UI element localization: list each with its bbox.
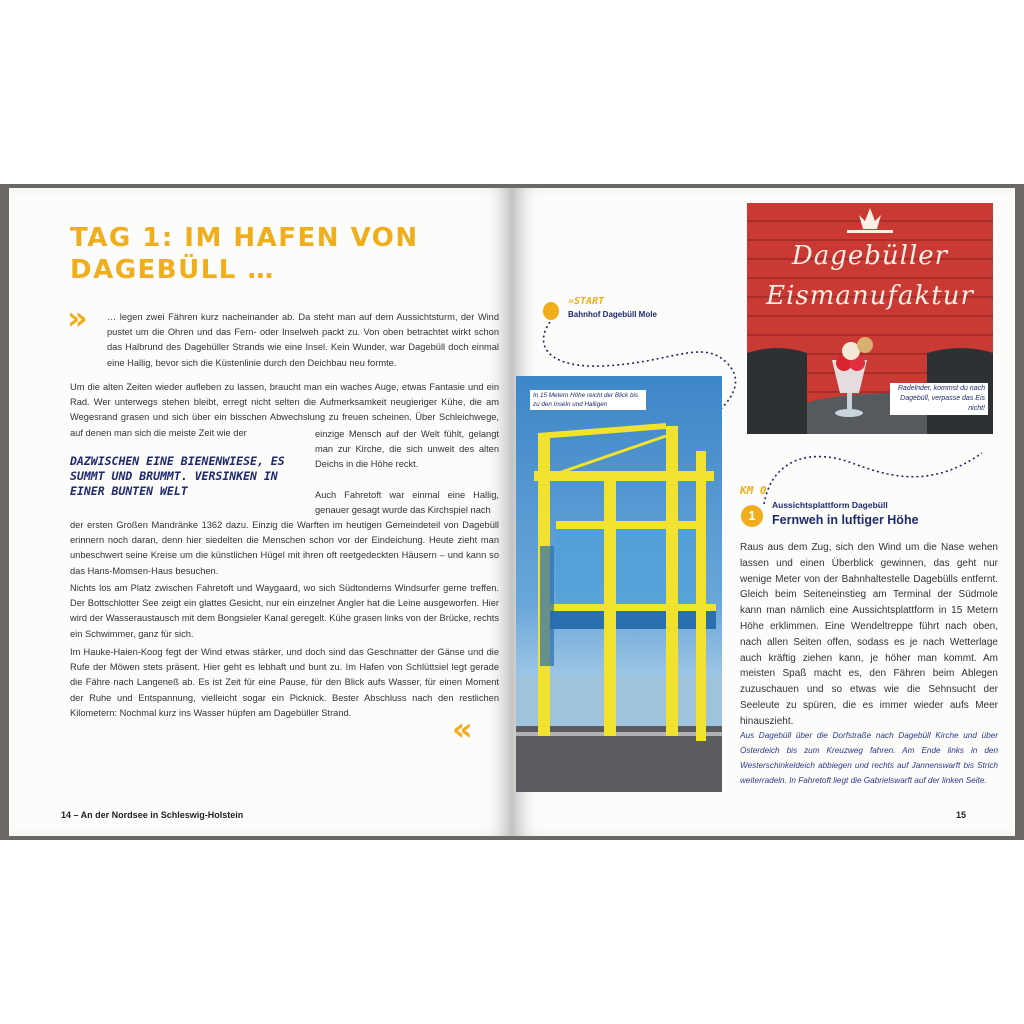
- photo-ice-cream-parlor: [747, 203, 993, 434]
- paragraph-3: Auch Fahretoft war einmal eine Hallig, genauer gesagt wurde das Kirchspiel nach: [315, 490, 499, 516]
- stop-name: Aussichtsplattform Dagebüll: [772, 500, 888, 510]
- start-place: Bahnhof Dagebüll Mole: [568, 310, 657, 319]
- quote-close-icon: «: [452, 710, 473, 748]
- paragraph-3-cont: der ersten Großen Mandränke 1362 dazu. Einzig die Warften im heutigen Gemeindeteil von Dagebüll erinnern noch daran, denn hier siedelten die Menschen schon vor der Eindeichung. Heute zieht man unbeschwert seine Kreise um die künstlichen Hügel mit ihren oft reetgedeckten Häusern – und kann so das Hans-Momsen-Haus besuchen.: [70, 520, 499, 576]
- start-label: »START: [568, 296, 605, 307]
- sign-text-line2: Eismanufaktur: [766, 281, 974, 311]
- paragraph-2: Um die alten Zeiten wieder aufleben zu lassen, braucht man ein waches Auge, etwas Fantasie und ein Rad. Wer unterwegs stehen bleibt, erregt nicht selten die Aufmerksamkeit neugieriger Kühe, die am Wegesrand grasen und sich über ein bisschen Abwechslung zu freuen scheinen. Über Schleichwege, auf denen man sich die meiste Zeit wie der: [70, 382, 499, 438]
- page-title: TAG 1: IM HAFEN VON DAGEBÜLL …: [70, 223, 419, 285]
- page-footer-right: 15: [956, 810, 967, 820]
- right-page: [512, 188, 1015, 836]
- start-marker-icon: [543, 302, 559, 320]
- tower-photo-caption: In 15 Metern Höhe reicht der Blick bis zu den Inseln und Halligen: [530, 390, 646, 410]
- km-label: KM 0: [740, 484, 767, 497]
- left-page: [9, 188, 512, 836]
- paragraph-2-cont: einzige Mensch auf der Welt fühlt, gelangt man zur Kirche, die sich unweit des alten Deichs in die Höhe reckt.: [315, 429, 499, 470]
- pullquote: DAZWISCHEN EINE BIENENWIESE, ES SUMMT UND BRUMMT. VERSINKEN IN EINER BUNTEN WELT: [70, 454, 285, 498]
- photo-observation-tower: [516, 376, 722, 792]
- stop-number-badge: 1: [741, 505, 763, 527]
- quote-open-icon: »: [67, 299, 88, 337]
- paragraph-intro: … legen zwei Fähren kurz nacheinander ab. Da steht man auf dem Aussichtsturm, der Wind pustet um die Ohren und das Fern- oder Inselweh packt zu. Von oben betrachtet wirkt schon das Halbrund des Dagebüller Strands wie eine Insel. Kein Wunder, war Dagebüll doch einmal eine Hallig, bevor sich die Küstenlinie durch den Deichbau neu formte.: [107, 312, 499, 368]
- paragraph-5: Im Hauke-Haien-Koog fegt der Wind etwas stärker, und doch sind das Geschnatter der Gänse und die Rufe der Möwen stets präsent. Hier geht es lebhaft und bunt zu. Im Hafen von Schlüttsiel legt gerade die Fähre nach Langeneß ab. Es ist Zeit für eine Pause, für den Blick aufs Wasser, für einen Moment der Ruhe und Entspannung, vielleicht sogar ein Picknick. Bester Abschluss nach den restlichen Kilometern: Nochmal kurz ins Wasser hüpfen am Dagebüller Strand.: [70, 647, 499, 718]
- ice-photo-caption: Radelnder, kommst du nach Dagebüll, verpasse das Eis nicht!: [890, 383, 988, 415]
- tower-illustration: [516, 376, 722, 792]
- route-directions: Aus Dagebüll über die Dorfstraße nach Dagebüll Kirche und über Osterdeich bis zum Kreuzweg fahren. Am Ende links in den Westerschinkeldeich abbiegen und rechts auf Jannenswarft bis Strich weiterradeln. In Fahretoft liegt die Gabrielswarft auf der linken Seite.: [740, 731, 998, 785]
- sign-text-line1: Dagebüller: [791, 241, 949, 271]
- stop-description: Raus aus dem Zug, sich den Wind um die Nase wehen lassen und einen Überblick gewinnen, das geht nur wenige Meter von der Bahnhaltestelle Dagebülls entfernt. Gleich beim Seiteneinstieg am Terminal der Südmole kann man nämlich eine Aussichtsplattform in 15 Metern Höhe erklimmen. Eine Wendeltreppe führt nach oben, nach allen Seiten offen, sodass es je nach Wetterlage auch kräftig ziehen kann, je höher man kommt. Am meisten Spaß macht es, den Fähren beim Ablegen zuzuschauen und so etwas wie die Sehnsucht der Seeleute zu spüren, die es immer wieder aufs Meer hinauszieht.: [740, 542, 998, 727]
- page-footer-left: 14 – An der Nordsee in Schleswig-Holstein: [61, 810, 244, 820]
- stop-title: Fernweh in luftiger Höhe: [772, 513, 919, 527]
- paragraph-4: Nichts los am Platz zwischen Fahretoft und Waygaard, wo sich Südtonderns Windsurfer gerne treffen. Der Bottschlotter See zeigt ein glattes Gesicht, nur ein einzelner Angler hat die Leine ausgeworfen. Hier wird der Wasseraustausch mit dem Bongsieler Kanal geregelt. Kühe grasen links von der Brücke, rechts ein Schwimmer, ganz für sich.: [70, 583, 499, 639]
